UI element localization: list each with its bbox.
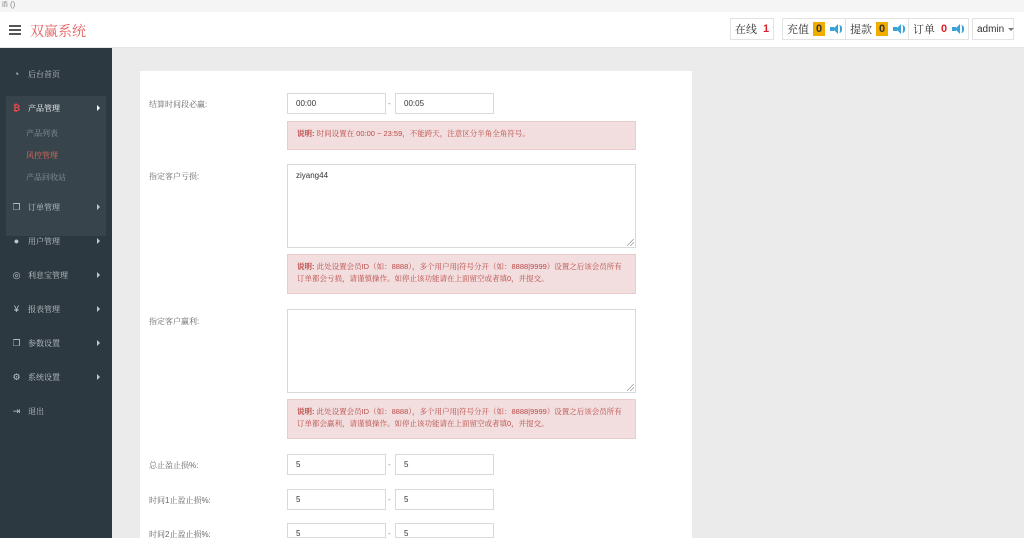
range-separator: - — [388, 529, 391, 538]
signout-icon: ⇥ — [12, 405, 21, 416]
time2-stop-loss-input[interactable]: 5 — [395, 523, 494, 538]
chevron-right-icon — [97, 374, 100, 380]
settle-start-input[interactable]: 00:00 — [287, 93, 386, 114]
sidebar-item-label: 参数设置 — [28, 338, 60, 348]
user-name: admin — [977, 23, 1005, 35]
win-note — [287, 399, 636, 439]
sidebar-item-label: 订单管理 — [28, 202, 60, 212]
sidebar-subitem-risk-control[interactable]: 风控管理 — [26, 151, 58, 160]
total-stop-profit-input[interactable]: 5 — [287, 454, 386, 475]
speaker-icon[interactable] — [830, 24, 842, 34]
recharge-indicator[interactable] — [782, 18, 847, 40]
online-indicator[interactable] — [730, 18, 774, 40]
sidebar-item-label: 产品管理 — [28, 103, 60, 113]
win-accounts-textarea[interactable] — [287, 309, 636, 393]
chevron-right-icon — [97, 238, 100, 244]
chevron-right-icon — [97, 340, 100, 346]
sidebar-item-label: 报表管理 — [28, 304, 60, 314]
user-icon: ● — [13, 235, 20, 246]
total-stop-loss-input[interactable]: 5 — [395, 454, 494, 475]
brand-title: 双赢系统 — [30, 23, 86, 39]
sidebar-item-products[interactable] — [0, 95, 112, 121]
sidebar — [0, 48, 112, 538]
note-text: 此处设置会员ID（如：8888），多个用户用|符号分开（如：8888|9999）设置之后该会员所有订单都会赢利，请谨慎操作。如停止该功能请在上面留空或者填0，并提交。 — [297, 407, 622, 428]
time2-stop-label: 时间2止盈止损%: — [149, 530, 211, 538]
time1-stop-loss-input[interactable]: 5 — [395, 489, 494, 510]
sidebar-item-label: 退出 — [28, 406, 44, 416]
sidebar-item-system[interactable] — [0, 364, 112, 390]
online-count: 1 — [763, 23, 770, 35]
settle-time-label: 结算时间段必赢: — [149, 100, 208, 109]
withdraw-count: 0 — [876, 22, 888, 36]
sidebar-item-logout[interactable] — [0, 398, 112, 424]
time2-stop-profit-input[interactable]: 5 — [287, 523, 386, 538]
sidebar-item-dashboard[interactable] — [0, 61, 112, 87]
menu-toggle-icon[interactable] — [9, 25, 21, 35]
sidebar-item-label: 利息宝管理 — [28, 270, 68, 280]
order-indicator[interactable] — [908, 18, 969, 40]
sidebar-item-label: 用户管理 — [28, 236, 60, 246]
speaker-icon[interactable] — [952, 24, 964, 34]
loss-accounts-textarea[interactable] — [287, 164, 636, 248]
header — [0, 12, 1024, 48]
note-text: 此处设置会员ID（如：8888），多个用户用|符号分开（如：8888|9999）设置之后该会员所有订单都会亏损，请谨慎操作。如停止该功能请在上面留空或者填0，并提交。 — [297, 262, 622, 283]
order-label: 订单 — [913, 24, 935, 36]
sidebar-subitem-product-list[interactable]: 产品列表 — [26, 129, 58, 138]
range-separator: - — [388, 495, 391, 504]
sidebar-item-label: 系统设置 — [28, 372, 60, 382]
speaker-icon[interactable] — [893, 24, 905, 34]
gears-icon: ⚙ — [12, 371, 21, 382]
top-strip-text: ifi () — [2, 0, 16, 9]
sidebar-subitem-recycle-bin[interactable]: 产品回收站 — [26, 173, 66, 182]
bitcoin-icon: ₿ — [12, 102, 21, 113]
note-title: 说明: — [297, 262, 315, 271]
note-title: 说明: — [297, 129, 315, 138]
chevron-right-icon — [97, 272, 100, 278]
total-stop-label: 总止盈止损%: — [149, 461, 199, 470]
recharge-count: 0 — [813, 22, 825, 36]
settle-end-input[interactable]: 00:05 — [395, 93, 494, 114]
win-accounts-label: 指定客户赢利: — [149, 317, 200, 326]
sidebar-item-users[interactable] — [0, 228, 112, 254]
withdraw-indicator[interactable] — [845, 18, 910, 40]
top-strip — [0, 0, 1024, 12]
sidebar-item-interest[interactable] — [0, 262, 112, 288]
time1-stop-label: 时间1止盈止损%: — [149, 496, 211, 505]
loss-accounts-value: ziyang44 — [296, 171, 329, 180]
note-title: 说明: — [297, 407, 315, 416]
copy-icon: ❐ — [12, 337, 21, 348]
range-separator: - — [388, 460, 391, 469]
user-menu[interactable] — [972, 18, 1014, 40]
sidebar-item-reports[interactable] — [0, 296, 112, 322]
range-separator: - — [388, 99, 391, 108]
yen-icon: ¥ — [13, 303, 19, 314]
resize-handle-icon[interactable] — [627, 384, 634, 391]
chevron-right-icon — [97, 306, 100, 312]
chevron-right-icon — [97, 105, 100, 111]
loss-accounts-label: 指定客户亏损: — [149, 172, 200, 181]
note-text: 时间设置在 00:00 ~ 23:59，不能跨天，注意区分半角全角符号。 — [316, 129, 530, 138]
sidebar-item-label: 后台首页 — [28, 69, 60, 79]
online-label: 在线 — [735, 24, 757, 36]
chevron-right-icon — [97, 204, 100, 210]
resize-handle-icon[interactable] — [627, 239, 634, 246]
dashboard-icon: ◔ — [13, 68, 20, 79]
order-count: 0 — [941, 23, 948, 35]
globe-icon: ◎ — [12, 269, 21, 280]
sidebar-item-params[interactable] — [0, 330, 112, 356]
settle-note — [287, 121, 636, 150]
time1-stop-profit-input[interactable]: 5 — [287, 489, 386, 510]
sidebar-item-orders[interactable] — [0, 194, 112, 220]
loss-note — [287, 254, 636, 294]
recharge-label: 充值 — [787, 24, 809, 36]
copy-icon: ❐ — [12, 201, 21, 212]
chevron-down-icon — [1008, 28, 1014, 31]
withdraw-label: 提款 — [850, 24, 872, 36]
